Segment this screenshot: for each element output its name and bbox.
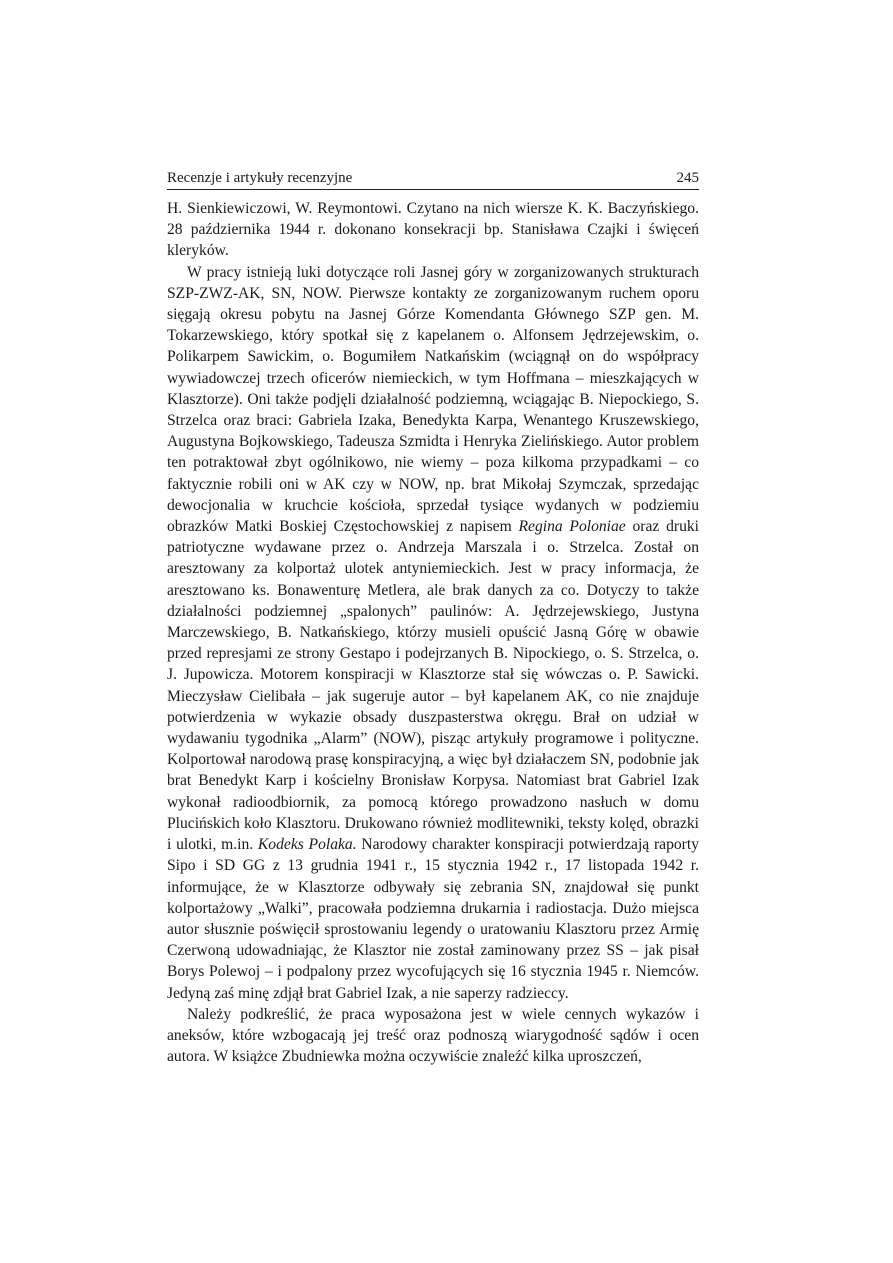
paragraph-2-run: oraz druki patriotyczne wydawane przez o. Andrzeja Marszala i o. Strzelca. Został on aresztowany za kolportaż ulotek antyniemieckich. Jest w pracy informacja, że aresztowano ks. Bonawenturę Metlera, ale brak danych za co. Dotyczy to także działalności podziemnej „spalonych” paulinów: A. Jędrzejewskiego, Justyna Marczewskiego, B. Natkańskiego, którzy musieli opuścić Jasną Górę w obawie przed represjami ze strony Gestapo i podejrzanych B. Nipockiego, o. S. Strzelca, o. J. Jupowicza. Motorem konspiracji w Klasztorze stał się wówczas o. P. Sawicki. Mieczysław Cielibała – jak sugeruje autor – był kapelanem AK, co nie znajduje potwierdzenia w wykazie obsady duszpasterstwa okręgu. Brał on udział w wydawaniu tygodnika „Alarm” (NOW), pisząc artykuły programowe i polityczne. Kolportował narodową prasę konspiracyjną, a więc był działaczem SN, podobnie jak brat Benedykt Karp i kościelny Bronisław Korpysa. Natomiast brat Gabriel Izak wykonał radioodbiornik, za pomocą którego prowadzono nasłuch w domu Plucińskich koło Klasztoru. Drukowano również modlitewniki, teksty kolęd, obrazki i ulotki, m.in. [167,518,699,854]
page-number: 245 [676,170,699,186]
paragraph-2-run: Narodowy charakter konspiracji potwierdzają raporty Sipo i SD GG z 13 grudnia 1941 r., 15 stycznia 1942 r., 17 listopada 1942 r. informujące, że w Klasztorze odbywały się zebrania SN, znajdował się punkt kolportażowy „Walki”, pracowała podziemna drukarnia i radiostacja. Dużo miejsca autor słusznie poświęcił sprostowaniu legendy o uratowaniu Klasztoru przez Armię Czerwoną udowadniając, że Klasztor nie został zaminowany przez SS – jak pisał Borys Polewoj – i podpalony przez wycofujących się 16 stycznia 1945 r. Niemców. Jedyną zaś minę zdjął brat Gabriel Izak, a nie saperzy radzieccy. [167,836,699,1002]
document-page [167,169,699,1067]
italic-title-kodeks-polaka: Kodeks Polaka. [257,836,357,854]
running-head [167,169,699,190]
body-text [167,198,699,1067]
paragraph-1: H. Sienkiewiczowi, W. Reymontowi. Czytano na nich wiersze K. K. Baczyńskiego. 28 października 1944 r. dokonano konsekracji bp. Stanisława Czajki i święceń kleryków. [167,200,699,260]
section-title: Recenzje i artykuły recenzyjne [167,170,353,186]
italic-title-regina-poloniae: Regina Poloniae [518,518,626,536]
paragraph-2-run: W pracy istnieją luki dotyczące roli Jasnej góry w zorganizowanych strukturach SZP-ZWZ-AK, SN, NOW. Pierwsze kontakty ze zorganizowanym ruchem oporu sięgają okresu pobytu na Jasnej Górze Komendanta Głównego SZP gen. M. Tokarzewskiego, który spotkał się z kapelanem o. Alfonsem Jędrzejewskim, o. Polikarpem Sawickim, o. Bogumiłem Natkańskim (wciągnął on do współpracy wywiadowczej trzech oficerów niemieckich, w tym Hoffmana – mieszkających w Klasztorze). Oni także podjęli działalność podziemną, wciągając B. Niepockiego, S. Strzelca oraz braci: Gabriela Izaka, Benedykta Karpa, Wenantego Kruszewskiego, Augustyna Bojkowskiego, Tadeusza Szmidta i Henryka Zielińskiego. Autor problem ten potraktował zbyt ogólnikowo, nie wiemy – poza kilkoma przypadkami – co faktycznie robili oni w AK czy w NOW, np. brat Mikołaj Szymczak, sprzedając dewocjonalia w kruchcie kościoła, sprzedał tysiące wydanych w podziemiu obrazków Matki Boskiej Częstochowskiej z napisem [167,263,699,536]
paragraph-3: Należy podkreślić, że praca wyposażona jest w wiele cennych wykazów i aneksów, które wzbogacają jej treść oraz podnoszą wiarygodność sądów i ocen autora. W książce Zbudniewka można oczywiście znaleźć kilka uproszczeń, [167,1005,699,1066]
paragraph-2 [167,262,699,1004]
